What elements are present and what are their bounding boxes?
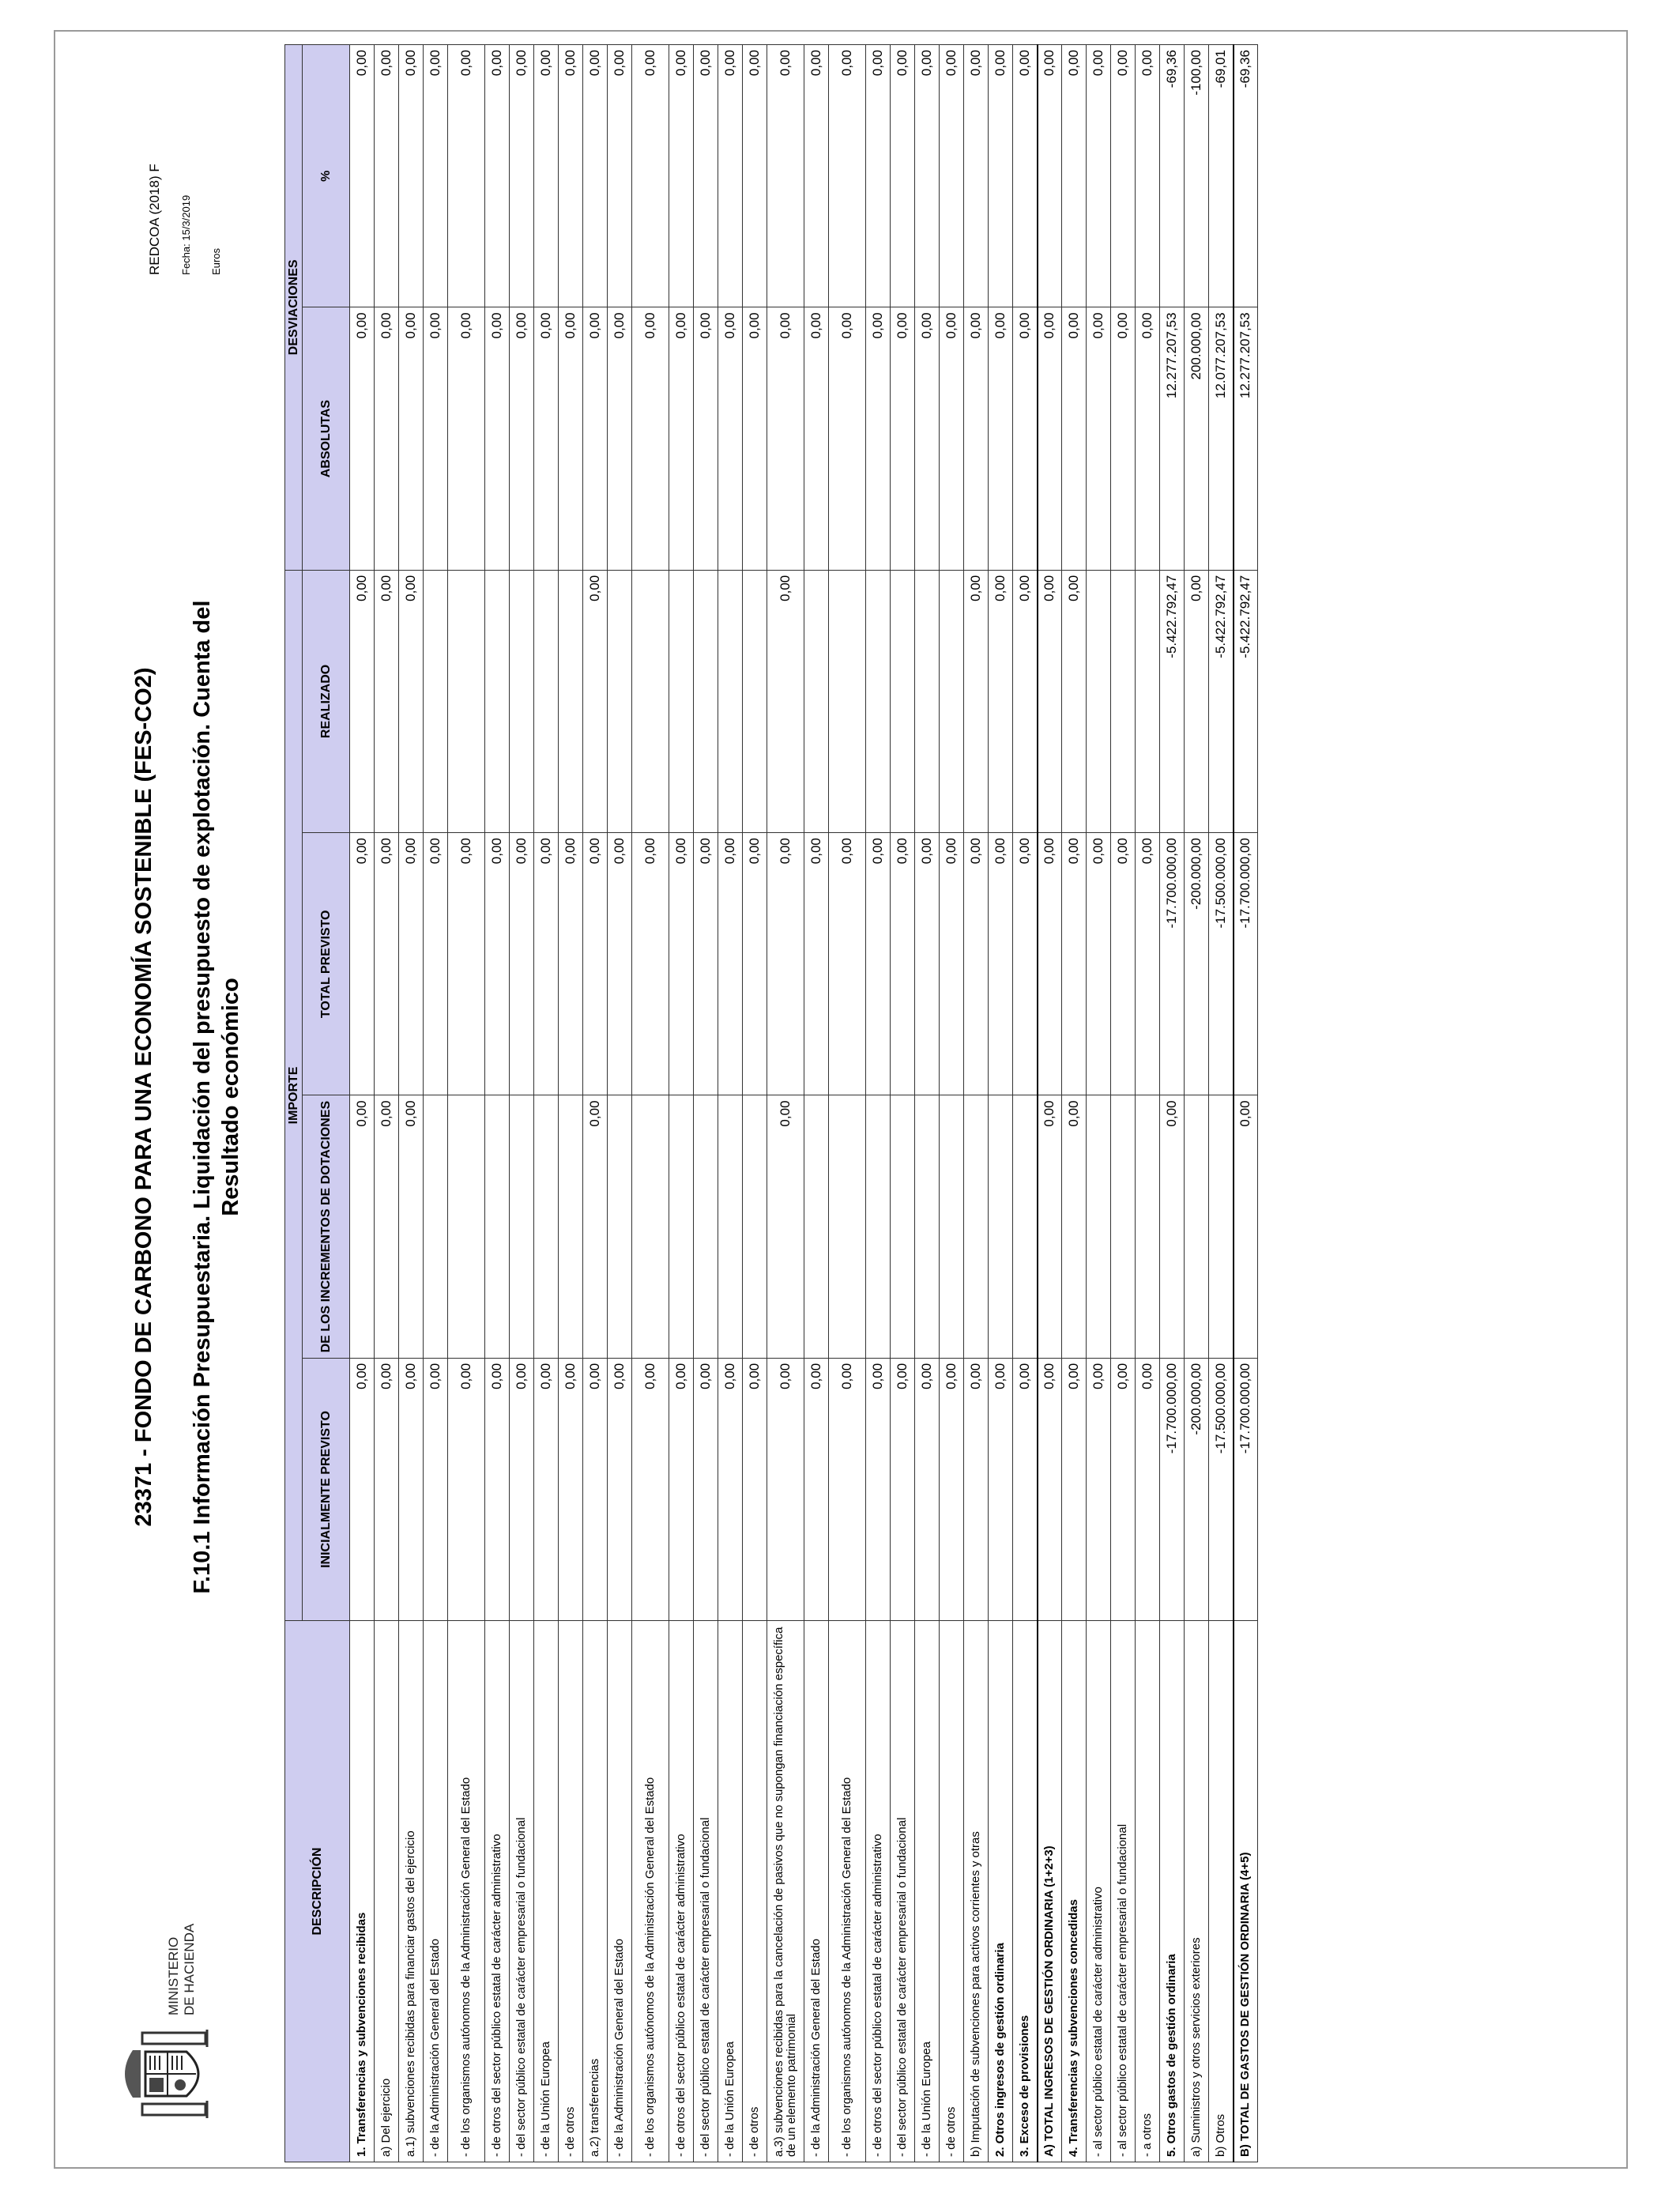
report-code: REDCOA (2018) F [147,164,162,275]
cell-realizado [743,570,767,832]
table-row [424,45,448,2162]
table-row [1209,45,1234,2162]
cell-absolutas: 0,00 [1038,307,1062,570]
cell-realizado: 0,00 [1062,570,1087,832]
table-row [448,45,485,2162]
cell-percent: -69,36 [1160,45,1185,307]
cell-realizado [1087,570,1111,832]
cell-realizado [424,570,448,832]
cell-percent: 0,00 [1062,45,1087,307]
table-row [559,45,583,2162]
cell-inicial: 0,00 [350,1358,375,1620]
cell-realizado [915,570,940,832]
table-row [915,45,940,2162]
cell-absolutas: 0,00 [534,307,559,570]
table-row [1160,45,1185,2162]
cell-realizado: 0,00 [964,570,989,832]
cell-incrementos [1013,1095,1038,1358]
cell-percent: 0,00 [559,45,583,307]
row-description: a.2) transferencias [583,1621,608,2162]
cell-percent: 0,00 [829,45,866,307]
cell-inicial: 0,00 [559,1358,583,1620]
cell-absolutas: 0,00 [804,307,829,570]
cell-realizado [534,570,559,832]
cell-incrementos: 0,00 [1160,1095,1185,1358]
row-description: - al sector público estatal de carácter empresarial o fundacional [1111,1621,1136,2162]
cell-inicial: 0,00 [448,1358,485,1620]
cell-absolutas: 0,00 [989,307,1013,570]
cell-inicial: 0,00 [534,1358,559,1620]
cell-inicial: 0,00 [1013,1358,1038,1620]
cell-inicial: -200.000,00 [1185,1358,1209,1620]
row-description: - de los organismos autónomos de la Administración General del Estado [632,1621,669,2162]
row-description: b) Imputación de subvenciones para activos corrientes y otras [964,1621,989,2162]
cell-incrementos [718,1095,743,1358]
cell-incrementos [743,1095,767,1358]
row-description: - de la Unión Europea [534,1621,559,2162]
row-description: - de los organismos autónomos de la Administración General del Estado [448,1621,485,2162]
cell-realizado [1111,570,1136,832]
row-description: - de otros del sector público estatal de carácter administrativo [485,1621,510,2162]
table-row [1062,45,1087,2162]
cell-absolutas: 0,00 [559,307,583,570]
cell-inicial: 0,00 [743,1358,767,1620]
cell-realizado [559,570,583,832]
cell-incrementos: 0,00 [1234,1095,1258,1358]
cell-absolutas: 0,00 [866,307,891,570]
cell-inicial: 0,00 [694,1358,718,1620]
cell-absolutas: 12.277.207,53 [1160,307,1185,570]
cell-incrementos: 0,00 [1062,1095,1087,1358]
cell-inicial: 0,00 [608,1358,632,1620]
cell-incrementos [989,1095,1013,1358]
header-desviaciones: DESVIACIONES [285,45,303,571]
cell-inicial: 0,00 [485,1358,510,1620]
cell-inicial: 0,00 [1038,1358,1062,1620]
table-row [1087,45,1111,2162]
cell-inicial: 0,00 [940,1358,964,1620]
row-description: 2. Otros ingresos de gestión ordinaria [989,1621,1013,2162]
cell-total: 0,00 [829,833,866,1095]
row-description: - de la Administración General del Estado [424,1621,448,2162]
cell-percent: 0,00 [399,45,424,307]
table-row [940,45,964,2162]
cell-inicial: -17.500.000,00 [1209,1358,1234,1620]
cell-realizado [608,570,632,832]
cell-incrementos [866,1095,891,1358]
row-description: b) Otros [1209,1621,1234,2162]
report-subtitle [188,0,245,2194]
cell-realizado: 0,00 [1013,570,1038,832]
cell-absolutas: 0,00 [350,307,375,570]
cell-total: 0,00 [1062,833,1087,1095]
cell-incrementos [534,1095,559,1358]
cell-absolutas: 0,00 [632,307,669,570]
cell-inicial: 0,00 [866,1358,891,1620]
cell-realizado: 0,00 [375,570,399,832]
cell-inicial: 0,00 [829,1358,866,1620]
cell-total: 0,00 [804,833,829,1095]
cell-total: 0,00 [1013,833,1038,1095]
cell-incrementos [1111,1095,1136,1358]
cell-realizado [804,570,829,832]
row-description: - del sector público estatal de carácter empresarial o fundacional [510,1621,534,2162]
cell-inicial: 0,00 [989,1358,1013,1620]
cell-inicial: 0,00 [632,1358,669,1620]
table-row [1013,45,1038,2162]
header-importe: IMPORTE [285,570,303,1620]
cell-total: 0,00 [1136,833,1160,1095]
cell-incrementos [891,1095,915,1358]
cell-inicial: 0,00 [891,1358,915,1620]
cell-realizado: 0,00 [1185,570,1209,832]
row-description: - de la Administración General del Estado [804,1621,829,2162]
cell-percent: 0,00 [891,45,915,307]
table-row [767,45,804,2162]
cell-total: 0,00 [559,833,583,1095]
row-description: - al sector público estatal de carácter administrativo [1087,1621,1111,2162]
cell-absolutas: 0,00 [891,307,915,570]
cell-total: 0,00 [940,833,964,1095]
cell-percent: -100,00 [1185,45,1209,307]
cell-realizado: 0,00 [767,570,804,832]
cell-realizado: -5.422.792,47 [1209,570,1234,832]
row-description: - de otros del sector público estatal de carácter administrativo [866,1621,891,2162]
cell-realizado [632,570,669,832]
cell-realizado [448,570,485,832]
cell-incrementos [632,1095,669,1358]
cell-absolutas: 0,00 [964,307,989,570]
cell-inicial: -17.700.000,00 [1234,1358,1258,1620]
table-row [743,45,767,2162]
row-description: - a otros [1136,1621,1160,2162]
row-description: 3. Exceso de provisiones [1013,1621,1038,2162]
cell-inicial: 0,00 [375,1358,399,1620]
row-description: - de otros [940,1621,964,2162]
header-absolutas: ABSOLUTAS [303,307,350,570]
cell-realizado [485,570,510,832]
row-description: - de otros [559,1621,583,2162]
cell-incrementos [1087,1095,1111,1358]
header-total: TOTAL PREVISTO [303,833,350,1095]
cell-percent: 0,00 [375,45,399,307]
cell-percent: 0,00 [964,45,989,307]
cell-absolutas: 0,00 [485,307,510,570]
cell-total: 0,00 [866,833,891,1095]
table-row [964,45,989,2162]
cell-percent: 0,00 [1087,45,1111,307]
header-percent: % [303,45,350,307]
header-realizado: REALIZADO [303,570,350,832]
cell-total: 0,00 [448,833,485,1095]
cell-realizado [829,570,866,832]
table-row [399,45,424,2162]
cell-percent: 0,00 [804,45,829,307]
row-description: a.3) subvenciones recibidas para la cancelación de pasivos que no supongan financiación específica de un elemento patrimonial [767,1621,804,2162]
cell-total: 0,00 [989,833,1013,1095]
row-description: - de los organismos autónomos de la Administración General del Estado [829,1621,866,2162]
cell-percent: 0,00 [669,45,694,307]
cell-total: 0,00 [424,833,448,1095]
cell-incrementos [608,1095,632,1358]
row-description: B) TOTAL DE GASTOS DE GESTIÓN ORDINARIA (4+5) [1234,1621,1258,2162]
ministry-line-1: MINISTERIO [166,1936,181,2015]
cell-absolutas: 0,00 [1013,307,1038,570]
cell-absolutas: 0,00 [718,307,743,570]
row-description: 4. Transferencias y subvenciones concedidas [1062,1621,1087,2162]
cell-incrementos: 0,00 [1038,1095,1062,1358]
cell-incrementos: 0,00 [767,1095,804,1358]
cell-percent: 0,00 [1038,45,1062,307]
cell-incrementos: 0,00 [350,1095,375,1358]
cell-realizado [510,570,534,832]
cell-inicial: 0,00 [424,1358,448,1620]
cell-incrementos [485,1095,510,1358]
cell-incrementos: 0,00 [583,1095,608,1358]
table-row [669,45,694,2162]
cell-percent: 0,00 [608,45,632,307]
table-row [375,45,399,2162]
cell-absolutas: 0,00 [375,307,399,570]
cell-incrementos: 0,00 [399,1095,424,1358]
header-descripcion: DESCRIPCIÓN [285,1621,350,2162]
cell-percent: 0,00 [989,45,1013,307]
cell-percent: 0,00 [583,45,608,307]
cell-realizado [866,570,891,832]
cell-incrementos [559,1095,583,1358]
table-row [1185,45,1209,2162]
cell-absolutas: 0,00 [915,307,940,570]
cell-inicial: 0,00 [718,1358,743,1620]
row-description: a.1) subvenciones recibidas para financiar gastos del ejercicio [399,1621,424,2162]
cell-total: 0,00 [375,833,399,1095]
cell-total: 0,00 [694,833,718,1095]
cell-total: 0,00 [534,833,559,1095]
cell-absolutas: 0,00 [583,307,608,570]
header-inicial: INICIALMENTE PREVISTO [303,1358,350,1620]
cell-total: -17.700.000,00 [1234,833,1258,1095]
cell-total: 0,00 [767,833,804,1095]
table-row [989,45,1013,2162]
cell-percent: 0,00 [1111,45,1136,307]
cell-inicial: 0,00 [669,1358,694,1620]
cell-incrementos [964,1095,989,1358]
cell-percent: 0,00 [694,45,718,307]
row-description: - de otros del sector público estatal de carácter administrativo [669,1621,694,2162]
table-row [694,45,718,2162]
row-description: 5. Otros gastos de gestión ordinaria [1160,1621,1185,2162]
table-row [608,45,632,2162]
cell-absolutas: 12.077.207,53 [1209,307,1234,570]
table-row [583,45,608,2162]
cell-total: 0,00 [399,833,424,1095]
header-incrementos: DE LOS INCREMENTOS DE DOTACIONES [303,1095,350,1358]
table-row [350,45,375,2162]
cell-total: -17.500.000,00 [1209,833,1234,1095]
cell-absolutas: 0,00 [510,307,534,570]
cell-realizado [669,570,694,832]
cell-total: -200.000,00 [1185,833,1209,1095]
cell-realizado: 0,00 [583,570,608,832]
cell-realizado: 0,00 [399,570,424,832]
cell-percent: 0,00 [1136,45,1160,307]
cell-total: 0,00 [583,833,608,1095]
currency-unit: Euros [210,248,222,275]
cell-inicial: 0,00 [1087,1358,1111,1620]
cell-incrementos [1185,1095,1209,1358]
cell-realizado [694,570,718,832]
cell-inicial: 0,00 [1062,1358,1087,1620]
table-row [1111,45,1136,2162]
cell-absolutas: 0,00 [1136,307,1160,570]
table-row [632,45,669,2162]
table-row [1234,45,1258,2162]
cell-percent: 0,00 [424,45,448,307]
table-row [866,45,891,2162]
row-description: A) TOTAL INGRESOS DE GESTIÓN ORDINARIA (1+2+3) [1038,1621,1062,2162]
cell-incrementos [510,1095,534,1358]
row-description: - del sector público estatal de carácter empresarial o fundacional [891,1621,915,2162]
cell-total: 0,00 [891,833,915,1095]
table-row [510,45,534,2162]
cell-realizado [891,570,915,832]
budget-table [284,44,1258,2162]
cell-percent: 0,00 [940,45,964,307]
report-date: Fecha: 15/3/2019 [180,194,192,275]
cell-realizado: 0,00 [350,570,375,832]
cell-total: 0,00 [915,833,940,1095]
row-description: a) Del ejercicio [375,1621,399,2162]
report-title: 23371 - FONDO DE CARBONO PARA UNA ECONOMÍA SOSTENIBLE (FES-CO2) [131,667,156,1527]
cell-realizado [718,570,743,832]
cell-absolutas: 0,00 [767,307,804,570]
cell-total: 0,00 [632,833,669,1095]
cell-realizado [1136,570,1160,832]
cell-percent: 0,00 [485,45,510,307]
row-description: - del sector público estatal de carácter empresarial o fundacional [694,1621,718,2162]
report-subtitle-text: F.10.1 Información Presupuestaria. Liquidación del presupuesto de explotación. Cuenta del Resultado económico [190,600,243,1594]
cell-absolutas: 0,00 [448,307,485,570]
row-description: a) Suministros y otros servicios exteriores [1185,1621,1209,2162]
cell-percent: 0,00 [767,45,804,307]
row-description: - de otros [743,1621,767,2162]
cell-absolutas: 0,00 [829,307,866,570]
cell-incrementos [694,1095,718,1358]
table-body [350,45,1258,2162]
cell-realizado: 0,00 [989,570,1013,832]
cell-total: 0,00 [1087,833,1111,1095]
cell-percent: 0,00 [1013,45,1038,307]
cell-total: 0,00 [669,833,694,1095]
table-row [829,45,866,2162]
cell-inicial: -17.700.000,00 [1160,1358,1185,1620]
cell-inicial: 0,00 [510,1358,534,1620]
cell-absolutas: 0,00 [743,307,767,570]
cell-total: 0,00 [510,833,534,1095]
cell-incrementos [804,1095,829,1358]
ministry-line-2: DE HACIENDA [182,1923,197,2015]
cell-absolutas: 0,00 [940,307,964,570]
cell-absolutas: 0,00 [1111,307,1136,570]
cell-absolutas: 0,00 [399,307,424,570]
cell-percent: 0,00 [510,45,534,307]
cell-percent: 0,00 [866,45,891,307]
cell-absolutas: 0,00 [694,307,718,570]
cell-percent: 0,00 [915,45,940,307]
cell-absolutas: 0,00 [608,307,632,570]
cell-inicial: 0,00 [1136,1358,1160,1620]
cell-incrementos [424,1095,448,1358]
cell-realizado: 0,00 [1038,570,1062,832]
cell-incrementos [669,1095,694,1358]
cell-absolutas: 12.277.207,53 [1234,307,1258,570]
cell-total: 0,00 [1038,833,1062,1095]
cell-percent: 0,00 [448,45,485,307]
cell-incrementos [448,1095,485,1358]
cell-realizado [940,570,964,832]
cell-total: 0,00 [718,833,743,1095]
table-row [485,45,510,2162]
cell-total: 0,00 [608,833,632,1095]
cell-inicial: 0,00 [767,1358,804,1620]
cell-percent: 0,00 [534,45,559,307]
table-row [891,45,915,2162]
row-description: - de la Unión Europea [915,1621,940,2162]
cell-percent: 0,00 [632,45,669,307]
cell-total: 0,00 [485,833,510,1095]
cell-percent: 0,00 [350,45,375,307]
table-row [718,45,743,2162]
cell-total: 0,00 [350,833,375,1095]
table-row [804,45,829,2162]
table-row [1038,45,1062,2162]
row-description: - de la Unión Europea [718,1621,743,2162]
cell-inicial: 0,00 [964,1358,989,1620]
cell-absolutas: 0,00 [669,307,694,570]
cell-absolutas: 0,00 [424,307,448,570]
cell-incrementos [829,1095,866,1358]
row-description: 1. Transferencias y subvenciones recibidas [350,1621,375,2162]
cell-percent: -69,01 [1209,45,1234,307]
table-row [534,45,559,2162]
cell-inicial: 0,00 [583,1358,608,1620]
cell-percent: 0,00 [718,45,743,307]
cell-total: 0,00 [1111,833,1136,1095]
cell-inicial: 0,00 [1111,1358,1136,1620]
cell-percent: 0,00 [743,45,767,307]
table-row [1136,45,1160,2162]
cell-total: -17.700.000,00 [1160,833,1185,1095]
cell-percent: -69,36 [1234,45,1258,307]
cell-absolutas: 0,00 [1062,307,1087,570]
cell-incrementos [940,1095,964,1358]
cell-incrementos [1136,1095,1160,1358]
cell-inicial: 0,00 [399,1358,424,1620]
cell-absolutas: 0,00 [1087,307,1111,570]
cell-incrementos: 0,00 [375,1095,399,1358]
cell-inicial: 0,00 [915,1358,940,1620]
cell-incrementos [1209,1095,1234,1358]
cell-total: 0,00 [743,833,767,1095]
cell-realizado: -5.422.792,47 [1160,570,1185,832]
cell-incrementos [915,1095,940,1358]
cell-total: 0,00 [964,833,989,1095]
cell-inicial: 0,00 [804,1358,829,1620]
row-description: - de la Administración General del Estado [608,1621,632,2162]
cell-absolutas: 200.000,00 [1185,307,1209,570]
cell-realizado: -5.422.792,47 [1234,570,1258,832]
